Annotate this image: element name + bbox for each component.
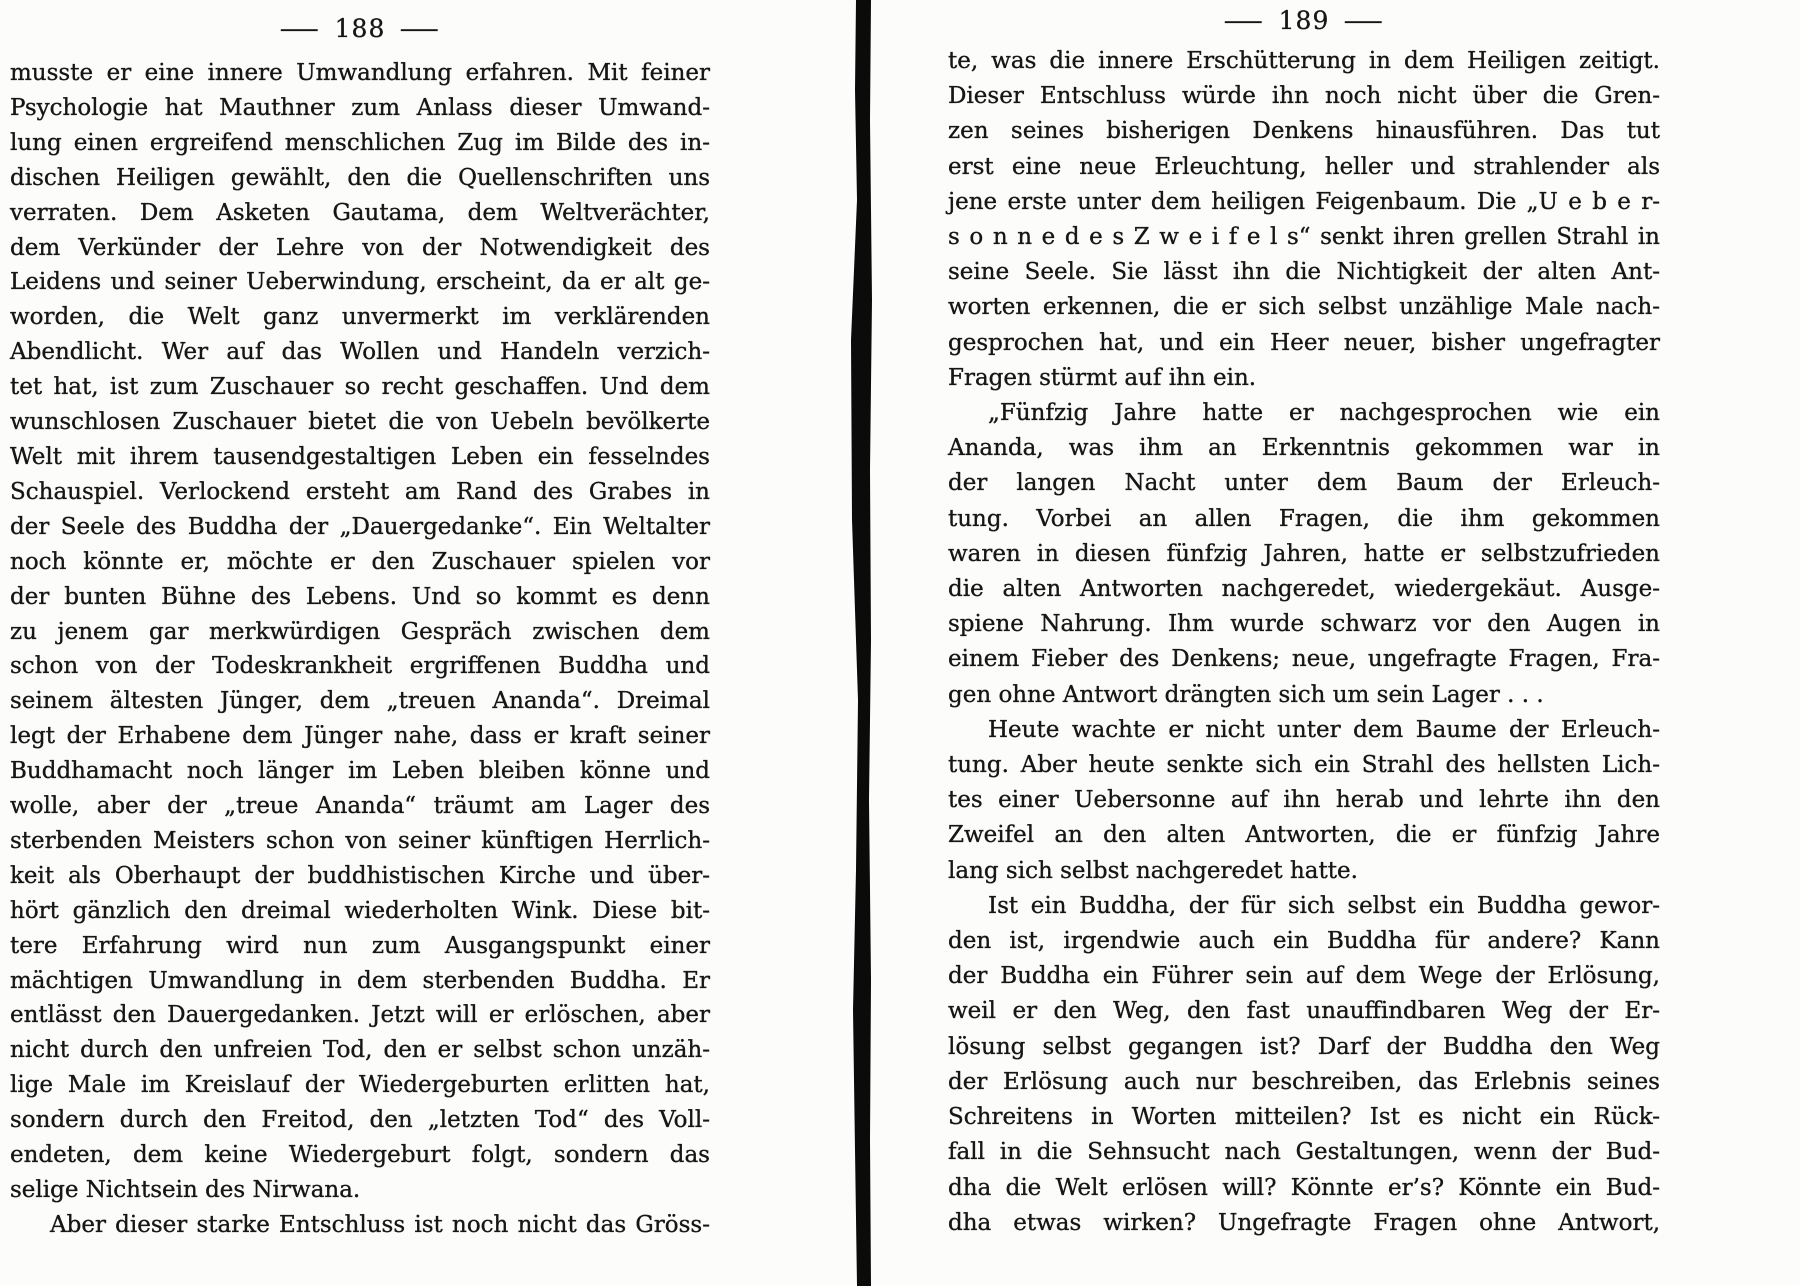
text-line: lang sich selbst nachgeredet hatte. (948, 857, 1358, 884)
text-line: Leidens und seiner Ueberwindung, erscheint, da er alt ge- (10, 269, 710, 296)
text-line: der Seele des Buddha der „Dauergedanke“. Ein Weltalter (10, 513, 710, 540)
text-line: der Erlösung auch nur beschreiben, das Erlebnis seines (948, 1068, 1660, 1095)
text-line: tung. Aber heute senkte sich ein Strahl des hellsten Lich- (948, 752, 1660, 779)
text-line: den ist, irgendwie auch ein Buddha für andere? Kann (948, 928, 1660, 955)
text-line: die alten Antworten nachgeredet, wiedergekäut. Ausge- (948, 576, 1660, 603)
text-line: Fragen stürmt auf ihn ein. (948, 364, 1257, 391)
text-line: tere Erfahrung wird nun zum Ausgangspunkt einer (10, 932, 710, 959)
text-line: legt der Erhabene dem Jünger nahe, dass er kraft seiner (10, 723, 710, 750)
text-line: Heute wachte er nicht unter dem Baume der Erleuch- (988, 716, 1660, 743)
text-line: weil er den Weg, den fast unauffindbaren Weg der Er- (948, 998, 1660, 1025)
text-line: gesprochen hat, und ein Heer neuer, bisher ungefragter (948, 329, 1660, 356)
text-line: dischen Heiligen gewählt, den die Quellenschriften uns (10, 164, 710, 191)
text-line: Buddhamacht noch länger im Leben bleiben könne und (10, 758, 710, 785)
header-dash-left: — (1222, 6, 1265, 35)
text-line: jene erste unter dem heiligen Feigenbaum. Die „U e b e r- (948, 188, 1660, 215)
text-line: tet hat, ist zum Zuschauer so recht geschaffen. Und dem (10, 374, 710, 401)
text-line: zen seines bisherigen Denkens hinausführen. Das tut (948, 118, 1660, 145)
text-line: tes einer Uebersonne auf ihn herab und lehrte ihn den (948, 787, 1660, 814)
text-line: worden, die Welt ganz unvermerkt im verklärenden (10, 304, 710, 331)
text-line: dha etwas wirken? Ungefragte Fragen ohne Antwort, (948, 1209, 1660, 1236)
text-line: der bunten Bühne des Lebens. Und so kommt es denn (10, 583, 710, 610)
text-line: der langen Nacht unter dem Baum der Erleuch- (948, 470, 1660, 497)
text-line: seinem ältesten Jünger, dem „treuen Ananda“. Dreimal (10, 688, 710, 715)
text-line: Aber dieser starke Entschluss ist noch nicht das Gröss- (50, 1211, 710, 1238)
text-line: Schreitens in Worten mitteilen? Ist es nicht ein Rück- (948, 1104, 1660, 1131)
text-line: der Buddha ein Führer sein auf dem Wege der Erlösung, (948, 963, 1660, 990)
page-number-left: 188 (334, 14, 386, 43)
page-left (10, 14, 710, 1243)
text-line: Schauspiel. Verlockend ersteht am Rand des Grabes in (10, 478, 710, 505)
text-column-left (10, 56, 710, 1243)
page-number-right: 189 (1278, 6, 1330, 35)
text-line: te, was die innere Erschütterung in dem Heiligen zeitigt. (948, 48, 1660, 74)
header-dash-left: — (278, 14, 321, 43)
text-line: Psychologie hat Mauthner zum Anlass dieser Umwand- (10, 94, 710, 121)
text-line: Abendlicht. Wer auf das Wollen und Handeln verzich- (10, 339, 710, 366)
text-line: entlässt den Dauergedanken. Jetzt will er erlöschen, aber (10, 1002, 710, 1029)
text-line: Dieser Entschluss würde ihn noch nicht über die Gren- (948, 83, 1660, 110)
text-line: mächtigen Umwandlung in dem sterbenden Buddha. Er (10, 967, 710, 994)
text-line: selige Nichtsein des Nirwana. (10, 1177, 361, 1203)
text-line: verraten. Dem Asketen Gautama, dem Weltverächter, (10, 199, 710, 226)
page-right (948, 6, 1660, 1241)
text-line: gen ohne Antwort drängten sich um sein Lager . . . (948, 681, 1544, 708)
text-line: spiene Nahrung. Ihm wurde schwarz vor den Augen in (948, 611, 1660, 638)
text-line: lung einen ergreifend menschlichen Zug im Bilde des in- (10, 129, 710, 156)
page-header-right (948, 6, 1660, 44)
text-line: schon von der Todeskrankheit ergriffenen Buddha und (10, 653, 710, 680)
text-line: Ananda, was ihm an Erkenntnis gekommen war in (948, 435, 1660, 462)
text-line: seine Seele. Sie lässt ihn die Nichtigkeit der alten Ant- (948, 259, 1660, 286)
text-line: „Fünfzig Jahre hatte er nachgesprochen wie ein (988, 400, 1660, 427)
text-line: Welt mit ihrem tausendgestaltigen Leben ein fesselndes (10, 443, 710, 470)
text-column-right (948, 44, 1660, 1241)
text-line: lige Male im Kreislauf der Wiedergeburten erlitten hat, (10, 1072, 710, 1099)
text-line: hört gänzlich den dreimal wiederholten Wink. Diese bit- (10, 897, 710, 924)
text-line: s o n n e d e s Z w e i f e l s“ senkt ihren grellen Strahl in (948, 224, 1660, 251)
text-line: lösung selbst gegangen ist? Darf der Buddha den Weg (948, 1033, 1660, 1060)
text-line: einem Fieber des Denkens; neue, ungefragte Fragen, Fra- (948, 646, 1660, 673)
text-line: Ist ein Buddha, der für sich selbst ein Buddha gewor- (988, 892, 1660, 919)
text-line: zu jenem gar merkwürdigen Gespräch zwischen dem (10, 618, 710, 645)
text-line: Zweifel an den alten Antworten, die er fünfzig Jahre (948, 822, 1660, 849)
header-dash-right: — (399, 14, 442, 43)
gutter-line (840, 0, 900, 1286)
text-line: sondern durch den Freitod, den „letzten Tod“ des Voll- (10, 1107, 710, 1134)
text-line: wolle, aber der „treue Ananda“ träumt am Lager des (10, 793, 710, 820)
text-line: endeten, dem keine Wiedergeburt folgt, sondern das (10, 1142, 710, 1169)
header-dash-right: — (1343, 6, 1386, 35)
text-line: erst eine neue Erleuchtung, heller und strahlender als (948, 153, 1660, 180)
text-line: noch könnte er, möchte er den Zuschauer spielen vor (10, 548, 710, 575)
text-line: dha die Welt erlösen will? Könnte er’s? Könnte ein Bud- (948, 1174, 1660, 1201)
text-line: keit als Oberhaupt der buddhistischen Kirche und über- (10, 862, 710, 889)
text-line: nicht durch den unfreien Tod, den er selbst schon unzäh- (10, 1037, 710, 1064)
text-line: wunschlosen Zuschauer bietet die von Uebeln bevölkerte (10, 409, 710, 436)
text-line: worten erkennen, die er sich selbst unzählige Male nach- (948, 294, 1660, 321)
text-line: musste er eine innere Umwandlung erfahren. Mit feiner (10, 60, 710, 86)
text-line: waren in diesen fünfzig Jahren, hatte er selbstzufrieden (948, 540, 1660, 567)
text-line: sterbenden Meisters schon von seiner künftigen Herrlich- (10, 827, 710, 854)
page-header-left (10, 14, 710, 56)
text-line: dem Verkünder der Lehre von der Notwendigkeit des (10, 234, 710, 261)
text-line: tung. Vorbei an allen Fragen, die ihm gekommen (948, 505, 1660, 532)
text-line: fall in die Sehnsucht nach Gestaltungen, wenn der Bud- (948, 1139, 1660, 1166)
